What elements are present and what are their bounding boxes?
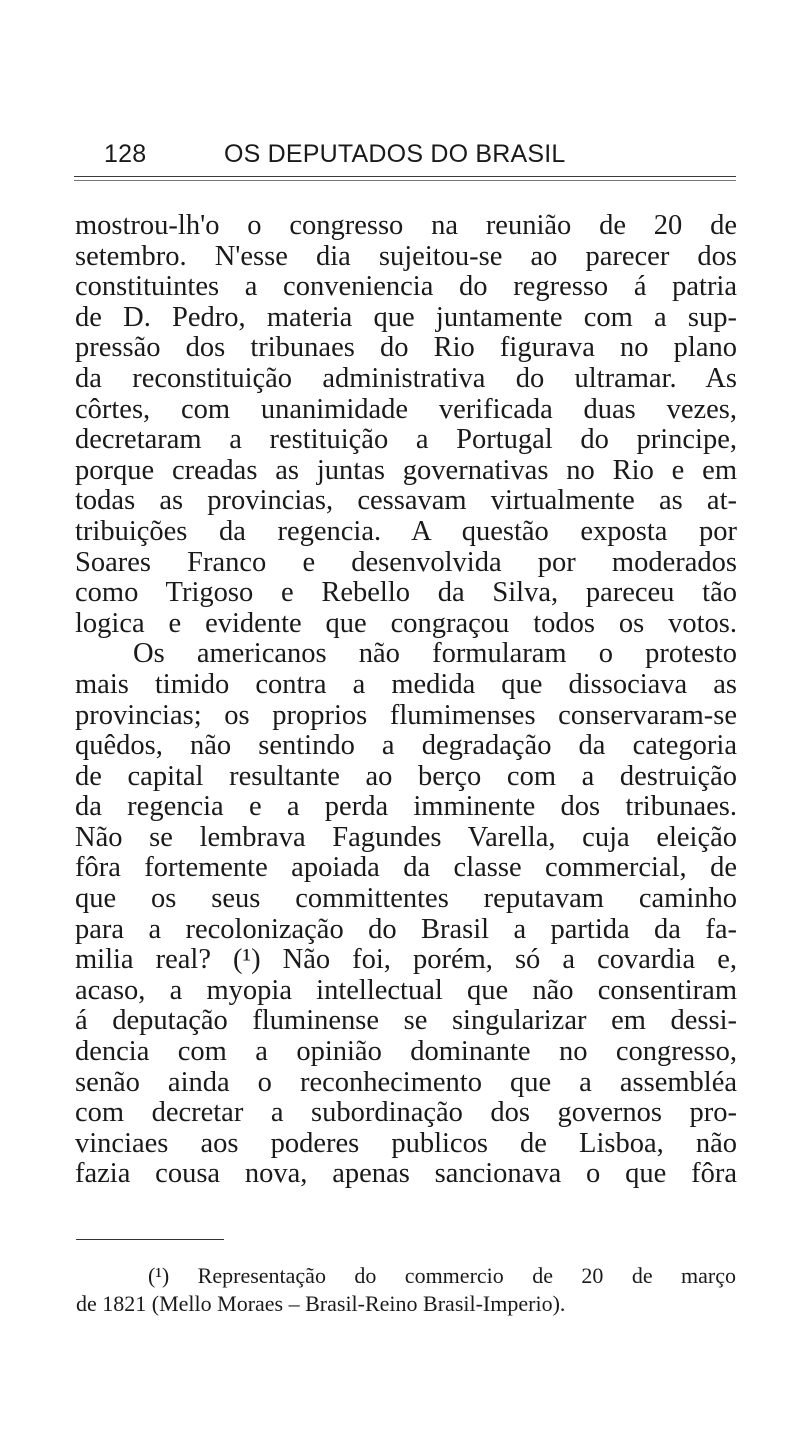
text-line: setembro. N'esse dia sujeitou-se ao parecer dos — [75, 240, 737, 272]
running-head — [104, 140, 624, 174]
text-line: senão ainda o reconhecimento que a assembléa — [75, 1066, 737, 1098]
text-line: acaso, a myopia intellectual que não consentiram — [75, 974, 737, 1006]
text-line: da regencia e a perda imminente dos tribunaes. — [75, 791, 737, 823]
text-line: constituintes a conveniencia do regresso á patria — [75, 271, 737, 303]
text-line: milia real? (¹) Não foi, porém, só a covardia e, — [75, 944, 737, 976]
text-line: de capital resultante ao berço com a destruição — [75, 760, 737, 792]
text-line: decretaram a restituição a Portugal do principe, — [75, 424, 737, 456]
text-line: á deputação fluminense se singularizar em dessi- — [75, 1005, 737, 1037]
page-number: 128 — [104, 140, 147, 168]
header-rule — [74, 176, 736, 177]
text-line: mais timido contra a medida que dissociava as — [75, 668, 737, 700]
text-line: fazia cousa nova, apenas sancionava o que fôra — [75, 1158, 737, 1190]
text-line: que os seus committentes reputavam caminho — [75, 883, 737, 915]
text-line: de D. Pedro, materia que juntamente com a sup- — [75, 301, 737, 333]
footnote-rule — [76, 1239, 224, 1240]
text-line: com decretar a subordinação dos governos pro- — [75, 1097, 737, 1129]
text-line: quêdos, não sentindo a degradação da categoria — [75, 730, 737, 762]
footnote-line: de 1821 (Mello Moraes – Brasil-Reino Brasil-Imperio). — [76, 1291, 566, 1316]
footnote-line: (¹) Representação do commercio de 20 de março — [148, 1263, 736, 1288]
paragraph-first-line: Os americanos não formularam o protesto — [133, 638, 737, 670]
text-line: fôra fortemente apoiada da classe commercial, de — [75, 852, 737, 884]
text-line: porque creadas as juntas governativas no Rio e em — [75, 454, 737, 486]
text-line: provincias; os proprios flumimenses conservaram-se — [75, 699, 737, 731]
text-line: côrtes, com unanimidade verificada duas vezes, — [75, 393, 737, 425]
header-rule-thin — [74, 180, 736, 181]
body-text — [75, 211, 737, 1190]
text-line: dencia com a opinião dominante no congresso, — [75, 1036, 737, 1068]
footnote — [76, 1262, 736, 1318]
text-line: Não se lembrava Fagundes Varella, cuja eleição — [75, 821, 737, 853]
text-line: Soares Franco e desenvolvida por moderados — [75, 546, 737, 578]
running-title: OS DEPUTADOS DO BRASIL — [224, 140, 566, 168]
text-line: pressão dos tribunaes do Rio figurava no plano — [75, 332, 737, 364]
text-line: mostrou-lh'o o congresso na reunião de 20 de — [75, 210, 737, 241]
text-line: da reconstituição administrativa do ultramar. As — [75, 362, 737, 394]
text-line: logica e evidente que congraçou todos os votos. — [75, 607, 737, 639]
text-line: tribuições da regencia. A questão exposta por — [75, 515, 737, 547]
text-line: como Trigoso e Rebello da Silva, pareceu tão — [75, 577, 737, 609]
text-line: para a recolonização do Brasil a partida da fa- — [75, 913, 737, 945]
text-line: todas as provincias, cessavam virtualmente as at- — [75, 485, 737, 517]
text-line: vinciaes aos poderes publicos de Lisboa, não — [75, 1127, 737, 1159]
